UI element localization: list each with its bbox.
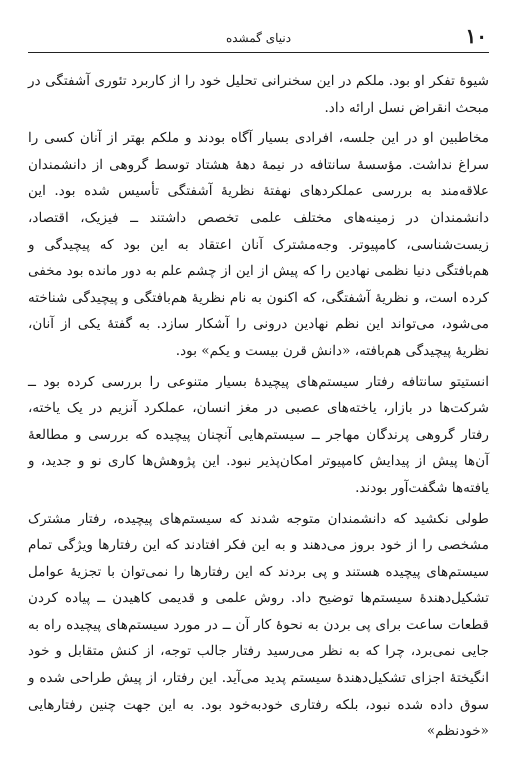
page-header — [28, 14, 489, 54]
paragraph: مخاطبین او در این جلسه، افرادی بسیار آگاه بودند و ملکم بهتر از آنان کسی را سراغ نداشت. مؤسسهٔ سانتافه در نیمهٔ دههٔ هشتاد توسط گروهی از دانشمندان علاقه‌مند به بررسی عملکردهای نهفتهٔ نظریهٔ آشفتگی تأسیس شده بود. این دانشمندان در زمینه‌های مختلف علمی تخصص داشتند ــ فیزیک، اقتصاد، زیست‌شناسی، کامپیوتر. وجه‌مشترک آنان اعتقاد به این بود که پیچیدگی و هم‌بافتگی دنیا نظمی نهادین را که پیش از این از چشم علم به دور مانده بود مخفی کرده است، و نظریهٔ آشفتگی، که اکنون به نام نظریهٔ هم‌بافتگی و پیچیدگی شناخته می‌شود، می‌تواند این نظم نهادین درونی را آشکار سازد. به گفتهٔ یکی از آنان، نظریهٔ پیچیدگی هم‌بافته، «دانش قرن بیست و یکم» بود. — [28, 130, 489, 359]
page-number: ۱۰ — [465, 24, 487, 48]
paragraph: شیوهٔ تفکر او بود. ملکم در این سخنرانی تحلیل خود را از کاربرد تئوری آشفتگی در مبحث انقراض نسل ارائه داد. — [28, 73, 489, 116]
running-title: دنیای گمشده — [225, 31, 292, 45]
header-divider — [28, 52, 489, 53]
paragraph: انستیتو سانتافه رفتار سیستم‌های پیچیدهٔ بسیار متنوعی را بررسی کرده بود ــ شرکت‌ها در بازار، یاخته‌های عصبی در مغز انسان، عملکرد آنزیم در یک یاخته، رفتار گروهی پرندگان مهاجر ــ سیستم‌هایی آنچنان پیچیده که بررسی و مطالعهٔ آن‌ها پیش از پیدایش کامپیوتر امکان‌پذیر نبود. این پژوهش‌ها کاری نو و جدید، و یافته‌ها شگفت‌آور بودند. — [28, 373, 489, 496]
body-text — [28, 68, 489, 745]
paragraph: طولی نکشید که دانشمندان متوجه شدند که سیستم‌های پیچیده، رفتار مشترک مشخصی را از خود بروز می‌دهند و به این فکر افتادند که این رفتارها ویژگی تمام سیستم‌های پیچیده هستند و پی بردند که این رفتارها را نمی‌توان با تجزیهٔ عوامل تشکیل‌دهندهٔ سیستم‌ها توضیح داد. روش علمی و قدیمی کاهیدن ــ پیاده کردن قطعات ساعت برای پی بردن به نحوهٔ کار آن ــ در مورد سیستم‌های پیچیده راه به جایی نمی‌برد، چرا که به نظر می‌رسید رفتار جالب توجه، از کنش متقابل و خود انگیختهٔ اجزای تشکیل‌دهندهٔ سیستم پدید می‌آید. این رفتار، از پیش طراحی شده و سوق داده شده نبود، بلکه رفتاری خودبه‌خود بود. به این جهت چنین رفتارهایی «خودنظم» — [28, 510, 489, 740]
